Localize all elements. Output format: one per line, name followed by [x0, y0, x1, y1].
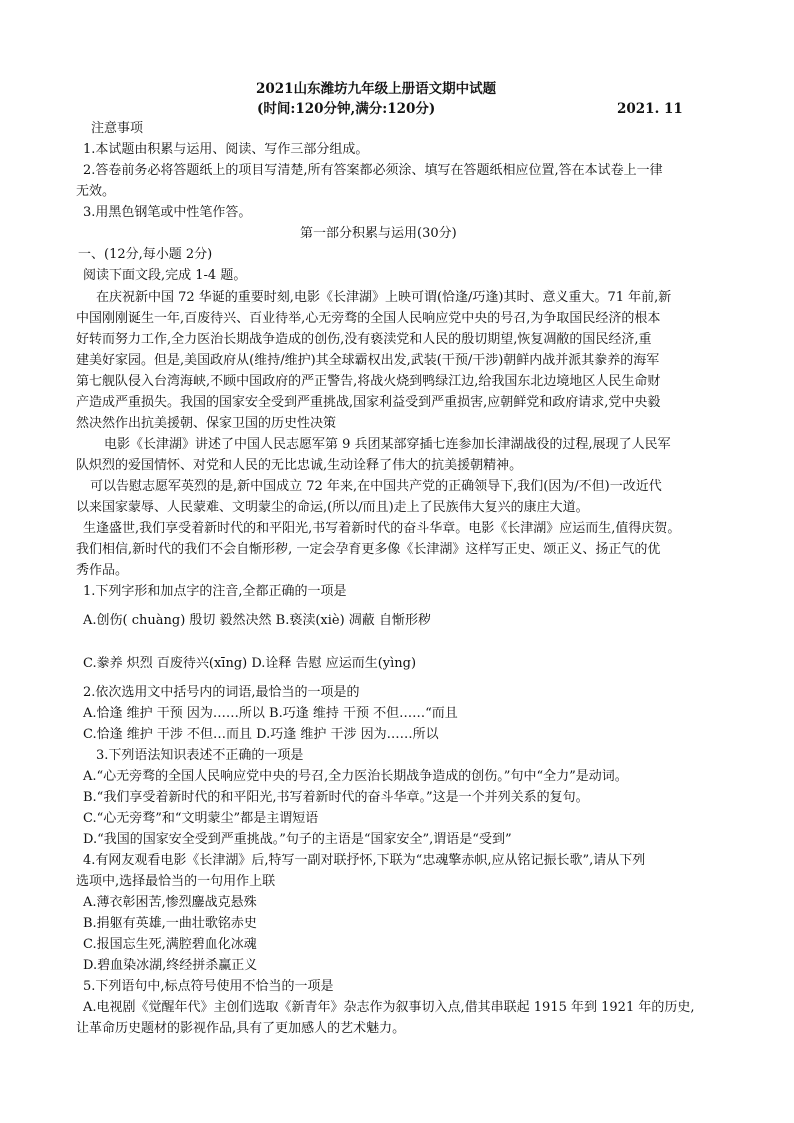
question-option: D.碧血染冰湖,终经拼杀赢正义 — [83, 958, 258, 973]
question-option: C.恰逢 维护 干涉 不但…而且 D.巧逢 维护 干涉 因为……所以 — [83, 727, 439, 742]
section-title: 第一部分积累与运用(30分) — [300, 226, 457, 241]
passage-line: 生逢盛世,我们享受着新时代的和平阳光,书写着新时代的奋斗华章。电影《长津湖》应运而生,值得庆贺。 — [83, 521, 681, 536]
question-option: D.“我国的国家安全受到严重挑战。”句子的主语是“国家安全”,谓语是“受到” — [83, 832, 512, 847]
question-option: C.报国忘生死,满腔碧血化冰魂 — [83, 937, 257, 952]
note-item: 无效。 — [76, 184, 116, 199]
passage-line: 可以告慰志愿军英烈的是,新中国成立 72 年来,在中国共产党的正确领导下,我们(因为/不但)一改近代 — [90, 479, 662, 494]
question-stem: 1.下列字形和加点字的注音,全都正确的一项是 — [83, 584, 347, 599]
question-option: B.“我们享受着新时代的和平阳光,书写着新时代的奋斗华章。”这是一个并列关系的复句。 — [83, 790, 589, 805]
question-option: A.“心无旁骛的全国人民响应党中央的号召,全力医治长期战争造成的创伤。”句中“全力”是动词。 — [83, 769, 628, 784]
question-option: C.“心无旁骛”和“文明蒙尘”都是主谓短语 — [83, 811, 319, 826]
question-option: A.电视剧《觉醒年代》主创们选取《新青年》杂志作为叙事切入点,借其串联起 1915 年到 1921 年的历史, — [83, 1000, 695, 1015]
passage-line: 以来国家蒙辱、人民蒙难、文明蒙尘的命运,(所以/而且)走上了民族伟大复兴的康庄大道。 — [76, 500, 589, 515]
part-heading: 一、(12分,每小题 2分) — [78, 247, 213, 262]
passage-line: 然决然作出抗美援朝、保家卫国的历史性决策 — [76, 416, 337, 431]
question-stem: 选项中,选择最恰当的一句用作上联 — [76, 874, 276, 889]
passage-line: 我们相信,新时代的我们不会自惭形秽, 一定会孕育更多像《长津湖》这样写正史、颂正义、扬正气的优 — [76, 542, 661, 557]
question-stem: 5.下列语句中,标点符号使用不恰当的一项是 — [83, 979, 334, 994]
page-title: 2021山东潍坊九年级上册语文期中试题 — [256, 81, 497, 97]
question-option: C.豢养 炽烈 百废待兴(xīng) D.诠释 告慰 应运而生(yìng) — [83, 656, 417, 671]
question-stem: 4.有网友观看电影《长津湖》后,特写一副对联抒怀,下联为“忠魂擎赤帜,应从铭记振长歌”,请从下列 — [83, 853, 646, 868]
note-item: 1.本试题由积累与运用、阅读、写作三部分组成。 — [83, 142, 369, 157]
question-option: 让革命历史题材的影视作品,具有了更加感人的艺术魅力。 — [76, 1021, 406, 1036]
note-item: 3.用黑色钢笔或中性笔作答。 — [83, 205, 252, 220]
note-item: 2.答卷前务必将答题纸上的项目写清楚,所有答案都必须涂、填写在答题纸相应位置,答在本试卷上一律 — [83, 163, 663, 178]
passage-line: 第七舰队侵入台湾海峡,不顾中国政府的严正警告,将战火烧到鸭绿江边,给我国东北边境地区人民生命财 — [76, 374, 661, 389]
notes-heading: 注意事项 — [91, 121, 144, 136]
passage-line: 好转而努力工作,全力医治长期战争造成的创伤,没有亵渎党和人民的殷切期望,恢复凋敝的国民经济,重 — [76, 332, 652, 347]
question-option: A.恰逢 维护 干预 因为……所以 B.巧逢 维持 干预 不但……“而且 — [83, 706, 458, 721]
instruction: 阅读下面文段,完成 1-4 题。 — [83, 268, 247, 283]
passage-line: 建美好家园。但是,美国政府从(维持/维护)其全球霸权出发,武装(干预/干涉)朝鲜内战并派其豢养的海军 — [76, 353, 660, 368]
question-option: A.薄衣彰困苦,惨烈鏖战克悬殊 — [83, 895, 257, 910]
question-option: B.捐躯有英雄,一曲壮歌铭赤史 — [83, 916, 257, 931]
question-option: A.创伤( chuàng) 殷切 毅然决然 B.亵渎(xiè) 凋蔽 自惭形秽 — [83, 613, 431, 628]
question-stem: 3.下列语法知识表述不正确的一项是 — [96, 748, 304, 763]
passage-line: 产造成严重损失。我国的国家安全受到严重挑战,国家利益受到严重损害,应朝鲜党和政府请求,党中央毅 — [76, 395, 661, 410]
page-subtitle: (时间:120分钟,满分:120分) — [257, 101, 436, 117]
passage-line: 电影《长津湖》讲述了中国人民志愿军第 9 兵团某部穿插七连参加长津湖战役的过程,展现了人民军 — [104, 437, 671, 452]
passage-line: 在庆祝新中国 72 华诞的重要时刻,电影《长津湖》上映可谓(恰逢/巧逢)其时、意义重大。71 年前,新 — [96, 290, 672, 305]
question-stem: 2.依次选用文中括号内的词语,最恰当的一项是的 — [83, 685, 360, 700]
passage-line: 秀作品。 — [76, 563, 129, 578]
exam-date: 2021. 11 — [617, 101, 683, 117]
passage-line: 队炽烈的爱国情怀、对党和人民的无比忠诚,生动诠释了伟大的抗美援朝精神。 — [76, 458, 523, 473]
passage-line: 中国刚刚诞生一年,百废待兴、百业待举,心无旁骛的全国人民响应党中央的号召,为争取国民经济的根本 — [76, 311, 661, 326]
